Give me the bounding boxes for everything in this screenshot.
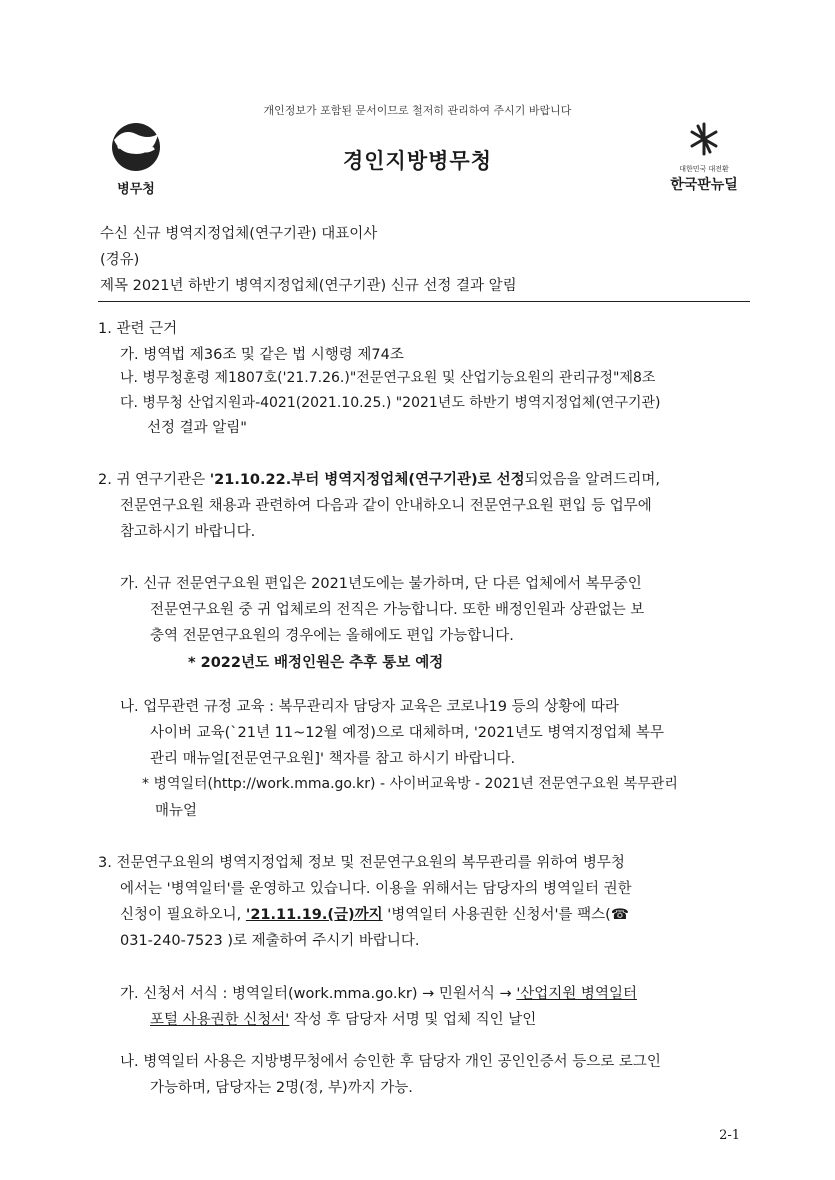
s3-item-b-line2: 가능하며, 담당자는 2명(정, 부)까지 가능. [150, 1080, 413, 1096]
s2-item-b-line1: 나. 업무관련 규정 교육 : 복무관리자 담당자 교육은 코로나19 등의 상황에 따라 [120, 699, 619, 715]
page-number: 2-1 [719, 1128, 740, 1143]
s3-line1: 3. 전문연구요원의 병역지정업체 정보 및 전문연구요원의 복무관리를 위하여 병무청 [98, 855, 625, 871]
s3-item-a-post: 작성 후 담당자 서명 및 업체 직인 날인 [289, 1012, 537, 1028]
s2-line1-pre: 2. 귀 연구기관은 [98, 472, 210, 488]
s2-line1-post: 되었음을 알려드리며, [524, 472, 660, 488]
recipient-line: 수신 신규 병역지정업체(연구기관) 대표이사 [100, 226, 378, 242]
new-deal-burst-icon [664, 120, 744, 160]
via-line: (경유) [100, 252, 140, 268]
s2-item-b-note-line1: * 병역일터(http://work.mma.go.kr) - 사이버교육방 - 2021년 전문연구요원 복무관리 [142, 776, 678, 792]
s3-form-name-part1: '산업지원 병역일터 [516, 986, 637, 1002]
s3-form-name-part2: 포털 사용권한 신청서' [150, 1012, 290, 1028]
s3-line3-post: '병역일터 사용권한 신청서'를 팩스(☎ [382, 907, 629, 923]
s2-item-b-line2: 사이버 교육(`21년 11~12월 예정)으로 대체하며, '2021년도 병역지정업체 복무 [150, 725, 664, 741]
s2-line3: 참고하시기 바랍니다. [120, 524, 256, 540]
s3-line4: 031-240-7523 )로 제출하여 주시기 바랍니다. [120, 933, 420, 949]
s1-item-b: 나. 병무청훈령 제1807호('21.7.26.)"전문연구요원 및 산업기능요원의 관리규정"제8조 [120, 370, 656, 386]
s3-line3 [120, 903, 629, 924]
s2-item-a-line2: 전문연구요원 중 귀 업체로의 전직은 가능합니다. 또한 배정인원과 상관없는 보 [150, 602, 645, 618]
s1-title: 1. 관련 근거 [98, 321, 178, 337]
s3-line3-pre: 신청이 필요하오니, [120, 907, 246, 923]
s2-item-b-line3: 관리 매뉴얼[전문연구요원]' 책자를 참고 하시기 바랍니다. [150, 751, 516, 767]
new-deal-slogan: 대한민국 대전환 [679, 165, 729, 173]
s3-item-a-line2 [150, 1008, 536, 1029]
s2-item-a-note: * 2022년도 배정인원은 추후 통보 예정 [188, 655, 444, 671]
mma-logo-caption: 병무청 [117, 182, 155, 197]
s2-line1-bold: '21.10.22.부터 병역지정업체(연구기관)로 선정 [209, 472, 525, 488]
s3-line2: 에서는 '병역일터'를 운영하고 있습니다. 이용을 위해서는 담당자의 병역일터 권한 [120, 881, 632, 897]
s2-item-a-line1: 가. 신규 전문연구요원 편입은 2021년도에는 불가하며, 단 다른 업체에서 복무중인 [120, 576, 642, 592]
s3-item-a-line1 [120, 982, 637, 1003]
s2-item-b-note-line2: 매뉴얼 [155, 803, 198, 819]
s3-deadline: '21.11.19.(금)까지 [245, 907, 383, 923]
new-deal-caption: 한국판뉴딜 [670, 177, 738, 193]
s1-item-a: 가. 병역법 제36조 및 같은 법 시행령 제74조 [120, 347, 404, 363]
org-name: 경인지방병무청 [342, 149, 492, 173]
subject-divider [98, 301, 750, 302]
new-deal-logo [664, 120, 744, 194]
s1-item-c-line1: 다. 병무청 산업지원과-4021(2021.10.25.) "2021년도 하반기 병역지정업체(연구기관) [120, 395, 661, 411]
s2-line1 [98, 468, 660, 489]
s2-item-a-line3: 충역 전문연구요원의 경우에는 올해에도 편입 가능합니다. [150, 628, 514, 644]
s1-item-c-line2: 선정 결과 알림" [147, 420, 247, 436]
s3-item-b-line1: 나. 병역일터 사용은 지방병무청에서 승인한 후 담당자 개인 공인인증서 등으로 로그인 [120, 1054, 661, 1070]
subject-line: 제목 2021년 하반기 병역지정업체(연구기관) 신규 선정 결과 알림 [100, 278, 517, 294]
s2-line2: 전문연구요원 채용과 관련하여 다음과 같이 안내하오니 전문연구요원 편입 등 업무에 [120, 498, 652, 514]
s3-item-a-pre: 가. 신청서 서식 : 병역일터(work.mma.go.kr) → 민원서식 → [120, 986, 517, 1002]
privacy-notice: 개인정보가 포함된 문서이므로 철저히 관리하여 주시기 바랍니다 [263, 104, 572, 117]
